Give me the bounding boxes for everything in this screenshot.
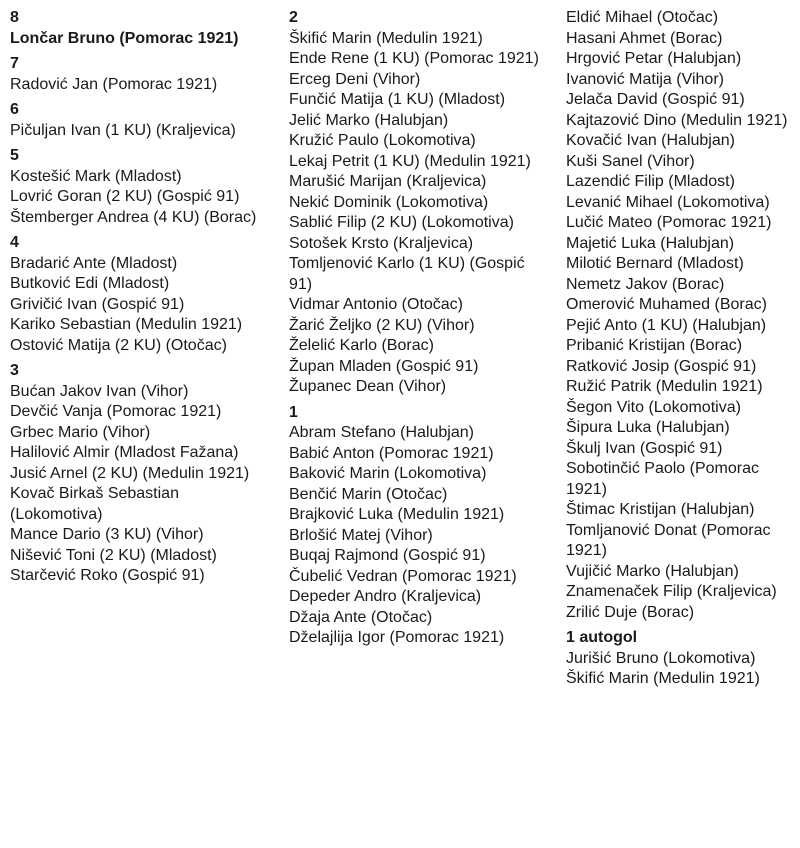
scorer-entry: Hasani Ahmet (Borac)	[566, 29, 723, 47]
goal-count-heading: 1 autogol	[566, 629, 638, 646]
scorer-entry: Babić Anton (Pomorac 1921)	[289, 444, 494, 462]
goal-group	[566, 628, 796, 690]
scorer-entry: Sotošek Krsto (Kraljevica)	[289, 234, 474, 252]
scorer-entry: Šegon Vito (Lokomotiva)	[566, 398, 741, 416]
scorer-entry: Vujičić Marko (Halubjan)	[566, 562, 739, 580]
goal-group	[289, 8, 551, 398]
scorer-entry: Lončar Bruno (Pomorac 1921)	[10, 29, 239, 47]
scorer-entry: Mance Dario (3 KU) (Vihor)	[10, 526, 204, 543]
scorer-entry: Kostešić Mark (Mladost)	[10, 167, 182, 185]
scorer-entry: Žarić Željko (2 KU) (Vihor)	[289, 316, 475, 334]
scorer-entry: Radović Jan (Pomorac 1921)	[10, 75, 218, 93]
scorer-entry: Jusić Arnel (2 KU) (Medulin 1921)	[10, 464, 250, 482]
scorers-column-3	[566, 8, 796, 695]
goal-count-heading: 2	[289, 9, 298, 26]
scorer-entry: Pribanić Kristijan (Borac)	[566, 337, 743, 354]
scorer-entry: Tomljanović Donat (Pomorac 1921)	[566, 521, 771, 559]
scorer-entry: Lučić Mateo (Pomorac 1921)	[566, 214, 772, 231]
scorer-entry: Kružić Paulo (Lokomotiva)	[289, 132, 476, 149]
scorer-entry: Hrgović Petar (Halubjan)	[566, 50, 742, 67]
goal-group	[566, 8, 796, 623]
scorer-entry: Jelić Marko (Halubjan)	[289, 111, 449, 129]
goal-group	[10, 54, 270, 95]
scorer-entry: Funčić Matija (1 KU) (Mladost)	[289, 91, 506, 108]
scorer-entry: Ivanović Matija (Vihor)	[566, 70, 724, 88]
goal-group	[289, 403, 551, 649]
goal-group	[10, 100, 270, 141]
scorer-entry: Džaja Ante (Otočac)	[289, 608, 433, 626]
scorer-entry: Milotić Bernard (Mladost)	[566, 255, 744, 272]
goal-count-heading: 6	[10, 101, 19, 118]
scorer-entry: Kuši Sanel (Vihor)	[566, 152, 695, 170]
scorer-entry: Pejić Anto (1 KU) (Halubjan)	[566, 316, 767, 334]
scorer-entry: Štemberger Andrea (4 KU) (Borac)	[10, 208, 257, 226]
scorer-entry: Erceg Deni (Vihor)	[289, 70, 421, 88]
scorer-entry: Pičuljan Ivan (1 KU) (Kraljevica)	[10, 121, 236, 139]
scorers-column-2	[289, 8, 551, 654]
scorer-entry: Brajković Luka (Medulin 1921)	[289, 506, 505, 523]
goal-group	[10, 8, 270, 49]
goal-count-heading: 7	[10, 55, 19, 72]
scorer-entry: Halilović Almir (Mladost Fažana)	[10, 444, 239, 461]
scorer-entry: Zrilić Duje (Borac)	[566, 603, 695, 621]
scorer-entry: Grbec Mario (Vihor)	[10, 423, 151, 441]
scorer-entry: Škifić Marin (Medulin 1921)	[289, 29, 483, 47]
goal-count-heading: 3	[10, 362, 19, 379]
scorer-entry: Nišević Toni (2 KU) (Mladost)	[10, 546, 217, 564]
scorer-entry: Kovač Birkaš Sebastian (Lokomotiva)	[10, 485, 179, 523]
scorer-entry: Lovrić Goran (2 KU) (Gospić 91)	[10, 188, 240, 205]
scorer-entry: Vidmar Antonio (Otočac)	[289, 296, 464, 313]
scorer-entry: Sablić Filip (2 KU) (Lokomotiva)	[289, 214, 514, 231]
goal-count-heading: 8	[10, 9, 19, 26]
scorer-entry: Omerović Muhamed (Borac)	[566, 296, 767, 313]
goal-count-heading: 5	[10, 147, 19, 164]
goal-group	[10, 361, 270, 587]
scorer-entry: Ružić Patrik (Medulin 1921)	[566, 378, 763, 395]
scorer-entry: Brlošić Matej (Vihor)	[289, 526, 433, 544]
scorer-entry: Znamenaček Filip (Kraljevica)	[566, 583, 777, 600]
scorer-entry: Buqaj Rajmond (Gospić 91)	[289, 547, 486, 564]
scorer-entry: Marušić Marijan (Kraljevica)	[289, 173, 487, 190]
scorer-entry: Župan Mladen (Gospić 91)	[289, 357, 479, 375]
scorer-entry: Levanić Mihael (Lokomotiva)	[566, 193, 770, 211]
scorers-column-1	[10, 8, 270, 592]
scorer-entry: Butković Edi (Mladost)	[10, 275, 170, 292]
scorer-entry: Majetić Luka (Halubjan)	[566, 234, 735, 252]
scorer-entry: Benčić Marin (Otočac)	[289, 485, 448, 503]
scorer-entry: Nemetz Jakov (Borac)	[566, 275, 725, 293]
scorer-entry: Grivičić Ivan (Gospić 91)	[10, 295, 185, 313]
scorer-entry: Škifić Marin (Medulin 1921)	[566, 670, 760, 687]
scorer-entry: Bućan Jakov Ivan (Vihor)	[10, 382, 189, 400]
scorer-entry: Depeder Andro (Kraljevica)	[289, 588, 482, 605]
goal-group	[10, 146, 270, 228]
scorer-entry: Lazendić Filip (Mladost)	[566, 173, 735, 190]
scorer-entry: Abram Stefano (Halubjan)	[289, 424, 474, 441]
scorer-entry: Jelača David (Gospić 91)	[566, 91, 745, 108]
scorer-entry: Lekaj Petrit (1 KU) (Medulin 1921)	[289, 152, 531, 170]
scorer-entry: Ostović Matija (2 KU) (Otočac)	[10, 336, 227, 354]
scorer-entry: Starčević Roko (Gospić 91)	[10, 567, 205, 584]
scorer-entry: Tomljenović Karlo (1 KU) (Gospić 91)	[289, 255, 525, 293]
scorer-entry: Eldić Mihael (Otočac)	[566, 9, 719, 26]
scorer-entry: Kariko Sebastian (Medulin 1921)	[10, 316, 243, 333]
scorer-entry: Škulj Ivan (Gospić 91)	[566, 439, 723, 457]
scorer-entry: Županec Dean (Vihor)	[289, 378, 447, 395]
scorer-entry: Čubelić Vedran (Pomorac 1921)	[289, 567, 517, 585]
scorer-entry: Bradarić Ante (Mladost)	[10, 254, 178, 272]
scorer-entry: Šipura Luka (Halubjan)	[566, 419, 730, 436]
scorer-entry: Sobotinčić Paolo (Pomorac 1921)	[566, 460, 759, 498]
goal-count-heading: 4	[10, 234, 19, 251]
scorer-entry: Dželajlija Igor (Pomorac 1921)	[289, 629, 505, 646]
goal-count-heading: 1	[289, 403, 298, 421]
scorer-entry: Želelić Karlo (Borac)	[289, 337, 434, 354]
scorer-entry: Ende Rene (1 KU) (Pomorac 1921)	[289, 50, 539, 67]
goal-group	[10, 233, 270, 356]
scorer-entry: Baković Marin (Lokomotiva)	[289, 465, 487, 482]
scorer-entry: Kovačić Ivan (Halubjan)	[566, 132, 735, 149]
scorer-entry: Jurišić Bruno (Lokomotiva)	[566, 649, 756, 667]
scorer-entry: Nekić Dominik (Lokomotiva)	[289, 193, 489, 211]
scorer-entry: Kajtazović Dino (Medulin 1921)	[566, 111, 788, 129]
scorer-entry: Štimac Kristijan (Halubjan)	[566, 501, 755, 518]
scorer-entry: Devčić Vanja (Pomorac 1921)	[10, 403, 222, 420]
scorer-entry: Ratković Josip (Gospić 91)	[566, 357, 757, 375]
